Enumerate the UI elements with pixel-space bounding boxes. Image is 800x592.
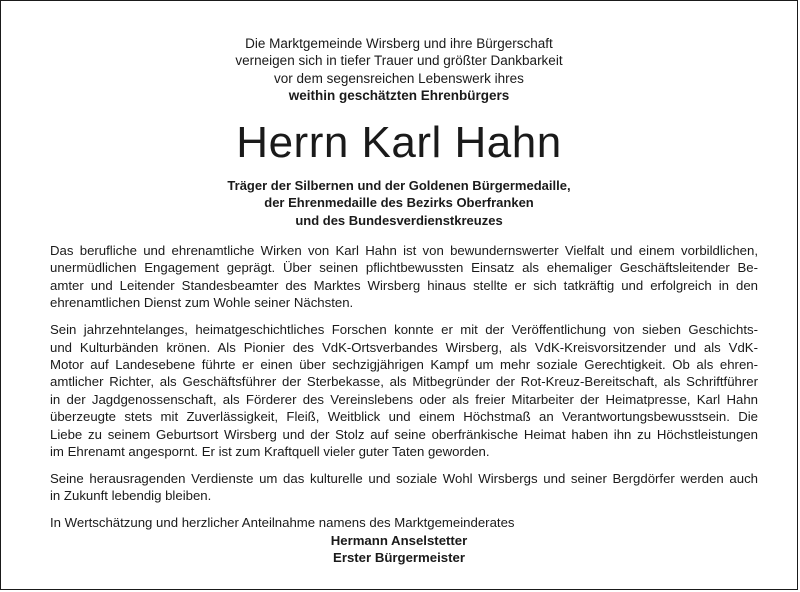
paragraph-line: in Zukunft lebendig bleiben. (50, 488, 212, 504)
paragraph-line: ehrenamtlichen Dienst zum Wohle seiner Nächsten. (50, 295, 354, 311)
intro-line: Die Marktgemeinde Wirsberg und ihre Bürgerschaft (245, 36, 553, 51)
honor-line: und des Bundesverdienstkreuzes (295, 212, 503, 228)
honor-line: Träger der Silbernen und der Goldenen Bürgermedaille, (227, 178, 571, 193)
honor-line: der Ehrenmedaille des Bezirks Oberfranken (264, 195, 534, 211)
paragraph-line: Liebe zu seinem Geburtsort Wirsberg und der Stolz auf seine oberfränkische Heimat haben ihn zu Höchstleistungen (50, 426, 758, 442)
paragraph-line: überzeugte stets mit Zuverlässigkeit, Fleiß, Weitblick und einem Höchstmaß an Verantwortungsbewusstsein. Die (50, 409, 758, 425)
paragraph-line: Motor auf Landesebene führte er einen über sechzigjährigen Kampf um mehr soziale Gerechtigkeit. Ob als ehren- (50, 357, 758, 373)
paragraph-line: In Wertschätzung und herzlicher Anteilnahme namens des Marktgemeinderates (50, 515, 515, 531)
paragraph-line: Das berufliche und ehrenamtliche Wirken von Karl Hahn ist von bewundernswerter Vielfalt und einem vorbildlichen, (50, 243, 758, 258)
paragraph-line: im Ehrenamt angespornt. Er ist zum Kraftquell vieler guter Taten geworden. (50, 444, 490, 460)
body-paragraph (50, 321, 758, 460)
signature-block (1, 532, 797, 567)
paragraph-line: amtlicher Richter, als Geschäftsführer der Sterbekasse, als Mitbegründer der Rot-Kreuz-Bereitschaft, als Schriftführer (50, 374, 758, 390)
body-paragraph (50, 470, 758, 505)
intro-line-emphasis: weithin geschätzten Ehrenbürgers (288, 88, 510, 104)
paragraph-line: Sein jahrzehntelanges, heimatgeschichtliches Forschen konnte er mit der Veröffentlichung von sieben Geschichts- (50, 322, 758, 338)
deceased-name: Herrn Karl Hahn (236, 118, 562, 167)
body-text (50, 242, 758, 541)
intro-line: verneigen sich in tiefer Trauer und größter Dankbarkeit (235, 53, 563, 69)
paragraph-line: amter und Leitender Standesbeamter des Marktes Wirsberg hinaus stellte er sich tatkräftig und erfolgreich in den (50, 277, 758, 293)
signatory-title: Erster Bürgermeister (333, 550, 465, 566)
intro-line: vor dem segensreichen Lebenswerk ihres (274, 70, 524, 86)
honors-list (1, 177, 797, 229)
body-paragraph (50, 242, 758, 312)
signatory-name: Hermann Anselstetter (330, 533, 468, 548)
paragraph-line: in der Jagdgenossenschaft, als Förderer des Vereinslebens oder als freier Mitarbeiter der Heimatpresse, Karl Hahn (50, 391, 758, 407)
paragraph-line: und Kulturbänden krönen. Als Pionier des VdK-Ortsverbandes Wirsberg, als VdK-Kreisvorsitzender und als VdK- (50, 339, 758, 355)
body-paragraph (50, 514, 758, 531)
paragraph-line: unermüdlichen Engagement geprägt. Über seinen pflichtbewussten Einsatz als ehemaliger Geschäftsleitender Be- (50, 260, 758, 276)
paragraph-line: Seine herausragenden Verdienste um das kulturelle und soziale Wohl Wirsbergs und seiner Bergdörfer werden auch (50, 471, 758, 487)
intro-text (1, 35, 797, 105)
